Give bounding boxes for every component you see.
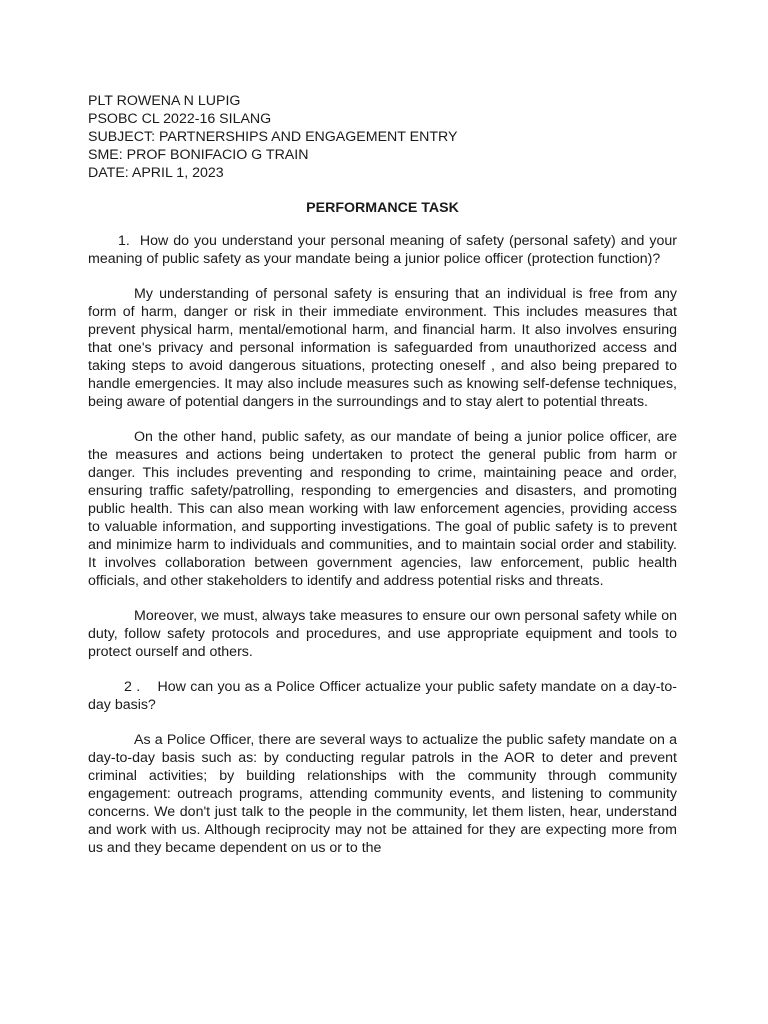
question-number: 1. xyxy=(118,233,130,249)
answer-paragraph: My understanding of personal safety is ensuring that an individual is free from any form of harm, danger or risk in their immediate environment. This includes measures that prevent physical harm, mental/emotional harm, and financial harm. It also involves ensuring that one's privacy and personal information is safeguarded from unauthorized access and taking steps to avoid dangerous situations, protecting oneself , and also being prepared to handle emergencies. It may also include measures such as knowing self-defense techniques, being aware of potential dangers in the surroundings and to stay alert to potential threats. xyxy=(88,286,677,410)
question-1 xyxy=(88,232,677,268)
question-2 xyxy=(88,678,677,714)
date-line: DATE: APRIL 1, 2023 xyxy=(88,165,224,181)
author-name: PLT ROWENA N LUPIG xyxy=(88,93,241,109)
question-text: How can you as a Police Officer actualize your public safety mandate on a day-to-day basis? xyxy=(88,679,677,713)
course-code: PSOBC CL 2022-16 SILANG xyxy=(88,111,272,127)
question-block-1 xyxy=(88,232,677,661)
answer-paragraph: As a Police Officer, there are several ways to actualize the public safety mandate on a day-to-day basis such as: by conducting regular patrols in the AOR to deter and prevent criminal activities; by building relationships with the community through community engagement: outreach programs, attending community events, and listening to community concerns. We don't just talk to the people in the community, let them listen, hear, understand and work with us. Although reciprocity may not be attained for they are expecting more from us and they became dependent on us or to the xyxy=(88,732,677,856)
answer-paragraph: Moreover, we must, always take measures to ensure our own personal safety while on duty, follow safety protocols and procedures, and use appropriate equipment and tools to protect ourself and others. xyxy=(88,608,677,660)
sme-line: SME: PROF BONIFACIO G TRAIN xyxy=(88,147,309,163)
question-number: 2 . xyxy=(124,679,141,695)
document-title: PERFORMANCE TASK xyxy=(306,200,459,216)
question-block-2 xyxy=(88,678,677,857)
question-text: How do you understand your personal meaning of safety (personal safety) and your meaning of public safety as your mandate being a junior police officer (protection function)? xyxy=(88,233,677,267)
subject-line: SUBJECT: PARTNERSHIPS AND ENGAGEMENT ENTRY xyxy=(88,129,458,145)
document-page xyxy=(88,92,677,857)
document-header xyxy=(88,92,677,182)
answer-paragraph: On the other hand, public safety, as our mandate of being a junior police officer, are the measures and actions being undertaken to protect the general public from harm or danger. This includes preventing and responding to crime, maintaining peace and order, ensuring traffic safety/patrolling, responding to emergencies and disasters, and promoting public health. This can also mean working with law enforcement agencies, providing access to valuable information, and supporting investigations. The goal of public safety is to prevent and minimize harm to individuals and communities, and to maintain social order and stability. It involves collaboration between government agencies, law enforcement, public health officials, and other stakeholders to identify and address potential risks and threats. xyxy=(88,429,677,589)
